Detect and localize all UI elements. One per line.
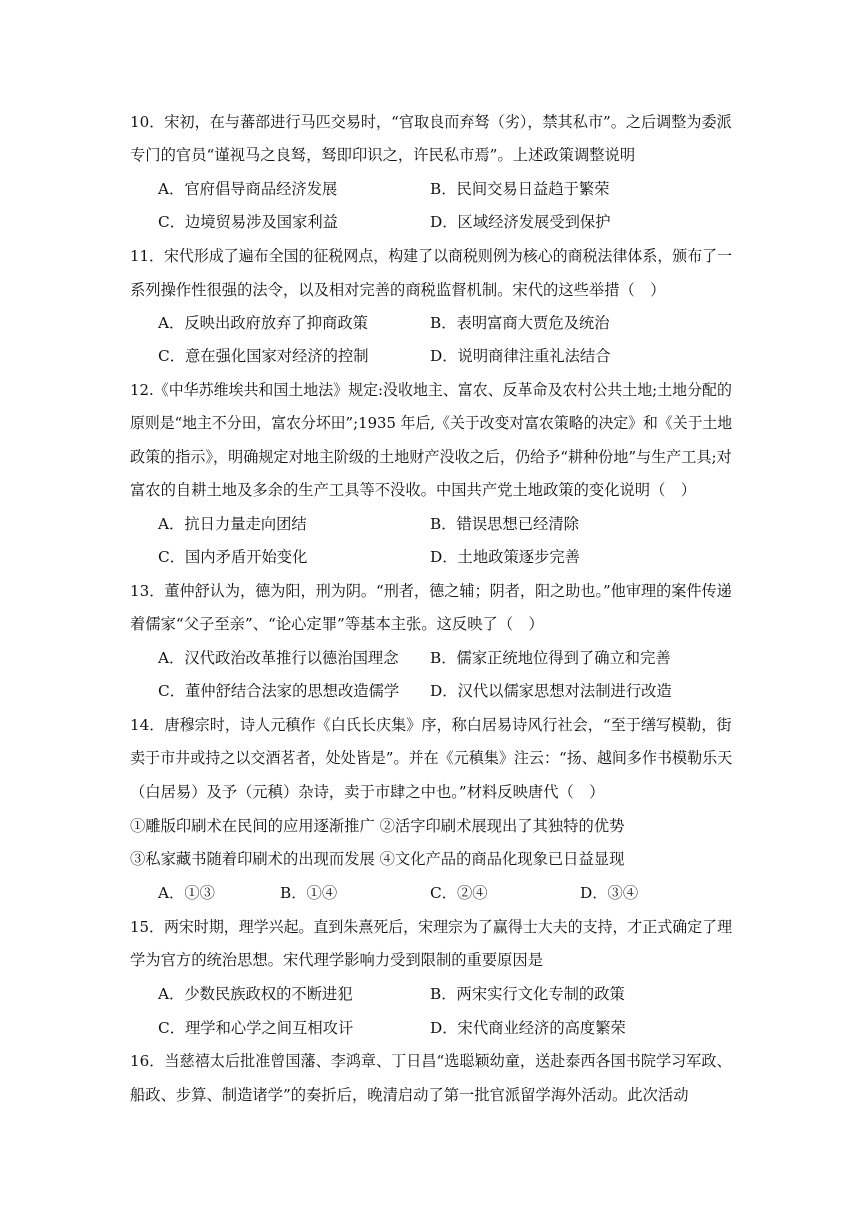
question-10-stem-line-1: 10．宋初，在与蕃部进行马匹交易时，“官取良而弃驽（劣），禁其私市”。之后调整为委派	[130, 113, 732, 131]
question-15-option-b[interactable]: B．两宋实行文化专制的政策	[430, 985, 625, 1003]
question-14-option-c[interactable]: C．②④	[430, 884, 488, 902]
question-12-option-b[interactable]: B．错误思想已经清除	[430, 515, 579, 533]
question-13-option-a[interactable]: A．汉代政治改革推行以德治国理念	[158, 649, 399, 667]
question-16-stem-line-1: 16．当慈禧太后批准曾国藩、李鸿章、丁日昌“选聪颖幼童，送赴泰西各国书院学习军政、	[130, 1052, 732, 1070]
question-11-option-d[interactable]: D．说明商律注重礼法结合	[430, 347, 611, 365]
question-14-option-d[interactable]: D．③④	[580, 884, 639, 902]
question-11-option-c[interactable]: C．意在强化国家对经济的控制	[158, 347, 369, 365]
question-12-option-c[interactable]: C．国内矛盾开始变化	[158, 548, 308, 566]
question-13-stem-line-1: 13．董仲舒认为，德为阳，刑为阴。“刑者，德之辅；阴者，阳之助也。”他审理的案件传递	[130, 582, 732, 600]
question-11-stem-line-2: 系列操作性很强的法令，以及相对完善的商税监督机制。宋代的这些举措（ ）	[130, 281, 666, 299]
question-10-option-b[interactable]: B．民间交易日益趋于繁荣	[430, 180, 610, 198]
question-11-option-b[interactable]: B．表明富商大贾危及统治	[430, 314, 610, 332]
question-12-stem-line-4: 富农的自耕土地及多余的生产工具等不没收。中国共产党土地政策的变化说明（ ）	[130, 481, 696, 499]
question-15-option-c[interactable]: C．理学和心学之间互相攻讦	[158, 1019, 354, 1037]
question-10-option-c[interactable]: C．边境贸易涉及国家利益	[158, 213, 338, 231]
question-14-option-b[interactable]: B．①④	[280, 884, 338, 902]
question-10-stem-line-2: 专门的官员“谨视马之良驽，驽即印识之，许民私市焉”。上述政策调整说明	[130, 146, 636, 164]
question-15-option-a[interactable]: A．少数民族政权的不断进犯	[158, 985, 353, 1003]
question-14-stem-line-1: 14．唐穆宗时，诗人元稹作《白氏长庆集》序，称白居易诗风行社会，“至于缮写模勒，街	[130, 716, 732, 734]
question-11-stem-line-1: 11．宋代形成了遍布全国的征税网点，构建了以商税则例为核心的商税法律体系，颁布了一	[130, 247, 733, 265]
question-14-statement-line-2: ③私家藏书随着印刷术的出现而发展 ④文化产品的商品化现象已日益显现	[130, 850, 625, 868]
question-12-stem-line-3: 政策的指示》，明确规定对地主阶级的土地财产没收之后，仍给予“耕种份地”与生产工具;对	[130, 448, 732, 466]
question-13-option-c[interactable]: C．董仲舒结合法家的思想改造儒学	[158, 682, 400, 700]
question-10-option-a[interactable]: A．官府倡导商品经济发展	[158, 180, 338, 198]
question-12-option-a[interactable]: A．抗日力量走向团结	[158, 515, 307, 533]
question-12-stem-line-2: 原则是“地主不分田，富农分坏田”;1935 年后,《关于改变对富农策略的决定》和《关于土地	[130, 414, 733, 432]
question-12-stem-line-1: 12.《中华苏维埃共和国土地法》规定:没收地主、富农、反革命及农村公共土地;土地分配的	[130, 381, 732, 399]
question-12-option-d[interactable]: D．土地政策逐步完善	[430, 548, 580, 566]
question-14-stem-line-3: （白居易）及予（元稹）杂诗，卖于市肆之中也。”材料反映唐代（ ）	[130, 783, 605, 801]
question-10-option-d[interactable]: D．区域经济发展受到保护	[430, 213, 611, 231]
question-13-stem-line-2: 着儒家“父子至亲”、“论心定罪”等基本主张。这反映了（ ）	[130, 615, 544, 633]
question-13-option-b[interactable]: B．儒家正统地位得到了确立和完善	[430, 649, 671, 667]
question-14-stem-line-2: 卖于市井或持之以交酒茗者，处处皆是”。并在《元稹集》注云：“扬、越间多作书模勒乐天	[130, 749, 733, 767]
question-13-option-d[interactable]: D．汉代以儒家思想对法制进行改造	[430, 682, 672, 700]
question-15-stem-line-2: 学为官方的统治思想。宋代理学影响力受到限制的重要原因是	[130, 951, 544, 969]
question-14-option-a[interactable]: A．①③	[158, 884, 215, 902]
question-11-option-a[interactable]: A．反映出政府放弃了抑商政策	[158, 314, 368, 332]
question-14-statement-line-1: ①雕版印刷术在民间的应用逐渐推广 ②活字印刷术展现出了其独特的优势	[130, 817, 625, 835]
question-15-stem-line-1: 15．两宋时期，理学兴起。直到朱熹死后，宋理宗为了赢得士大夫的支持，才正式确定了理	[130, 918, 733, 936]
question-15-option-d[interactable]: D．宋代商业经济的高度繁荣	[430, 1019, 626, 1037]
question-16-stem-line-2: 船政、步算、制造诸学”的奏折后，晚清启动了第一批官派留学海外活动。此次活动	[130, 1086, 689, 1104]
